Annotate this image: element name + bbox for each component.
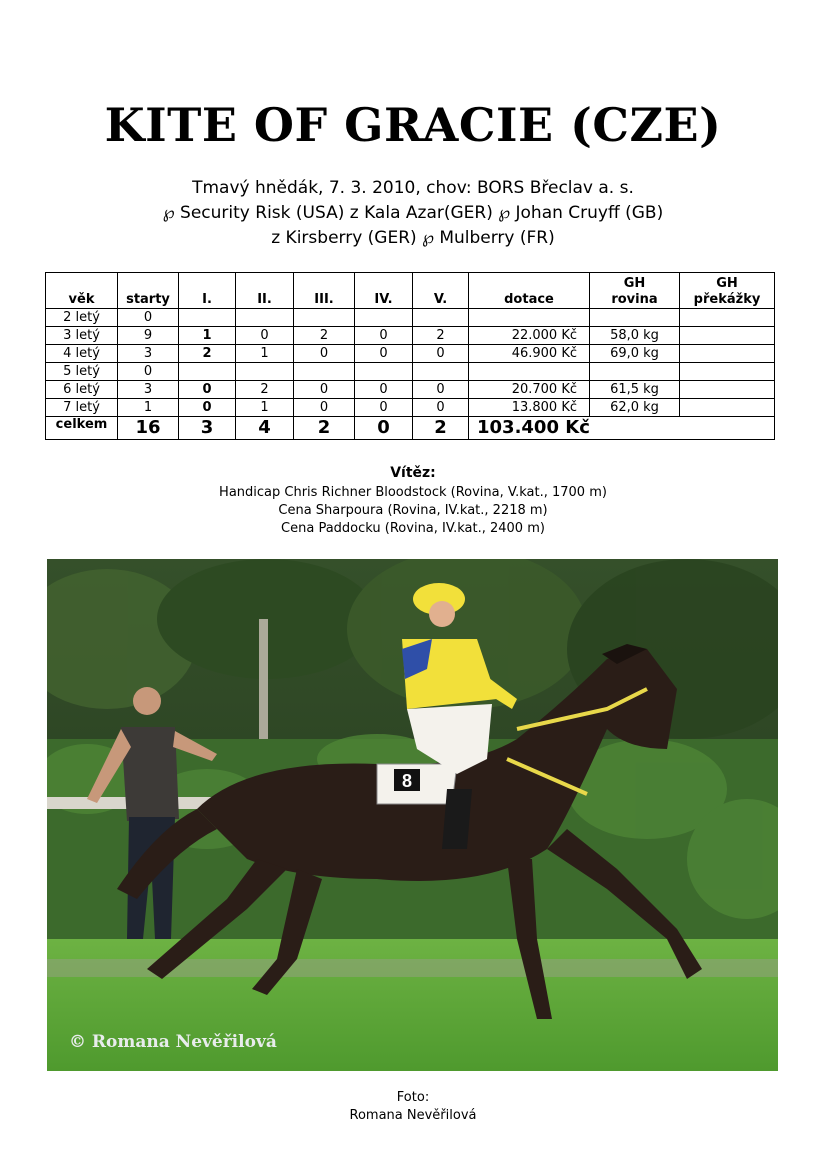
cell-first: 2 — [179, 345, 236, 363]
header-first: I. — [179, 273, 236, 309]
cell-gh-jump — [680, 345, 775, 363]
photo-credit-name: Romana Nevěřilová — [349, 1108, 477, 1123]
pedigree-line-1: ℘ Security Risk (USA) z Kala Azar(GER) ℘ Johan Cruyff (GB) — [162, 203, 664, 223]
cell-fourth: 0 — [355, 399, 413, 417]
cell-gh-flat: 69,0 kg — [590, 345, 680, 363]
saddle-cloth — [377, 764, 457, 804]
cell-fourth: 0 — [355, 327, 413, 345]
cell-age: 3 letý — [46, 327, 118, 345]
cell-fifth: 2 — [413, 327, 469, 345]
race-statistics-table — [45, 272, 775, 440]
total-third: 2 — [294, 417, 355, 440]
winner-race: Cena Sharpoura (Rovina, IV.kat., 2218 m) — [278, 503, 548, 518]
cell-prize: 20.700 Kč — [469, 381, 590, 399]
cell-fourth — [355, 309, 413, 327]
cell-third: 0 — [294, 345, 355, 363]
cell-fifth — [413, 363, 469, 381]
cell-second — [236, 363, 294, 381]
photo-credit-label: Foto: — [396, 1090, 430, 1105]
cell-gh-jump — [680, 327, 775, 345]
cell-gh-jump — [680, 399, 775, 417]
header-third: III. — [294, 273, 355, 309]
winner-race: Handicap Chris Richner Bloodstock (Rovina, V.kat., 1700 m) — [219, 485, 607, 500]
cell-prize — [469, 363, 590, 381]
cell-fourth: 0 — [355, 345, 413, 363]
cell-gh-jump — [680, 381, 775, 399]
cell-prize — [469, 309, 590, 327]
cell-age: 6 letý — [46, 381, 118, 399]
cell-third: 2 — [294, 327, 355, 345]
cell-third — [294, 363, 355, 381]
cell-starts: 0 — [118, 309, 179, 327]
table-row — [46, 381, 775, 399]
horse-description: Tmavý hnědák, 7. 3. 2010, chov: BORS Břeclav a. s. — [192, 178, 634, 198]
cell-first: 0 — [179, 399, 236, 417]
table-header-row — [46, 273, 775, 309]
cell-gh-flat — [590, 363, 680, 381]
table-row — [46, 363, 775, 381]
header-gh-jump-line1: GH — [716, 276, 738, 291]
header-gh-jump — [680, 273, 775, 309]
table-row — [46, 309, 775, 327]
cell-third: 0 — [294, 381, 355, 399]
cell-gh-flat — [590, 309, 680, 327]
winner-heading: Vítěz: — [390, 465, 436, 481]
total-fourth: 0 — [355, 417, 413, 440]
cell-third: 0 — [294, 399, 355, 417]
cell-prize: 22.000 Kč — [469, 327, 590, 345]
cell-starts: 3 — [118, 345, 179, 363]
pedigree-line-2: z Kirsberry (GER) ℘ Mulberry (FR) — [271, 228, 555, 248]
cell-gh-jump — [680, 309, 775, 327]
cell-gh-jump — [680, 363, 775, 381]
header-starts: starty — [118, 273, 179, 309]
cell-second: 1 — [236, 345, 294, 363]
cell-fifth: 0 — [413, 399, 469, 417]
cell-fourth: 0 — [355, 381, 413, 399]
table-row — [46, 399, 775, 417]
total-first: 3 — [179, 417, 236, 440]
winner-race: Cena Paddocku (Rovina, IV.kat., 2400 m) — [281, 521, 545, 536]
cell-second: 2 — [236, 381, 294, 399]
header-fifth: V. — [413, 273, 469, 309]
cell-first — [179, 363, 236, 381]
cell-fifth: 0 — [413, 381, 469, 399]
cell-age: 2 letý — [46, 309, 118, 327]
total-label: celkem — [46, 417, 118, 440]
cell-starts: 9 — [118, 327, 179, 345]
cell-third — [294, 309, 355, 327]
cell-gh-flat: 62,0 kg — [590, 399, 680, 417]
table-row — [46, 327, 775, 345]
table-total-row — [46, 417, 775, 440]
header-gh-flat-line1: GH — [623, 276, 646, 291]
cell-age: 5 letý — [46, 363, 118, 381]
header-gh-flat — [590, 273, 680, 309]
photo-watermark: © Romana Nevěřilová — [69, 1032, 277, 1052]
cell-second: 1 — [236, 399, 294, 417]
cell-fourth — [355, 363, 413, 381]
total-fifth: 2 — [413, 417, 469, 440]
cell-prize: 46.900 Kč — [469, 345, 590, 363]
horse-photo — [47, 559, 778, 1071]
cell-age: 7 letý — [46, 399, 118, 417]
cell-starts: 0 — [118, 363, 179, 381]
cell-gh-flat: 61,5 kg — [590, 381, 680, 399]
cell-first: 1 — [179, 327, 236, 345]
cell-fifth: 0 — [413, 345, 469, 363]
cell-fifth — [413, 309, 469, 327]
cell-second — [236, 309, 294, 327]
saddle-number: 8 — [401, 771, 413, 791]
header-prize: dotace — [469, 273, 590, 309]
header-second: II. — [236, 273, 294, 309]
cell-gh-flat: 58,0 kg — [590, 327, 680, 345]
cell-second: 0 — [236, 327, 294, 345]
cell-age: 4 letý — [46, 345, 118, 363]
total-prize: 103.400 Kč — [469, 417, 775, 440]
cell-prize: 13.800 Kč — [469, 399, 590, 417]
table-row — [46, 345, 775, 363]
header-fourth: IV. — [355, 273, 413, 309]
horse-photo-illustration — [47, 559, 778, 1071]
cell-starts: 1 — [118, 399, 179, 417]
total-starts: 16 — [118, 417, 179, 440]
cell-starts: 3 — [118, 381, 179, 399]
horse-name-title: KITE OF GRACIE (CZE) — [104, 98, 722, 152]
header-gh-flat-line2: rovina — [611, 292, 658, 307]
total-second: 4 — [236, 417, 294, 440]
header-gh-jump-line2: překážky — [693, 292, 761, 307]
header-age: věk — [46, 273, 118, 309]
cell-first — [179, 309, 236, 327]
cell-first: 0 — [179, 381, 236, 399]
